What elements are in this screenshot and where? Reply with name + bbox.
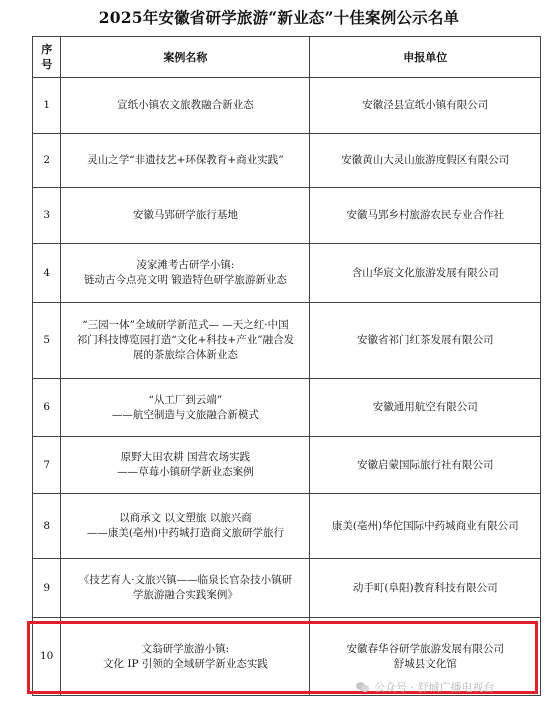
row-number: 9 [33, 559, 61, 618]
case-name: 以商承文 以文塑旅 以旅兴商 ——康美(亳州)中药城打造商文旅研学旅行 [61, 494, 310, 559]
applicant-org: 康美(亳州)华佗国际中药城商业有限公司 [310, 494, 541, 559]
table-row [33, 437, 541, 494]
table-row [33, 303, 541, 379]
row-number: 1 [33, 78, 61, 134]
page-title: 2025年安徽省研学旅游“新业态”十佳案例公示名单 [98, 8, 460, 27]
header-org: 申报单位 [310, 37, 541, 78]
applicant-org: 安徽春华谷研学旅游发展有限公司 舒城县文化馆 [310, 618, 541, 696]
table-row [33, 379, 541, 437]
header-no: 序号 [33, 37, 61, 78]
case-name: 《技艺育人·文旅兴镇——临泉长官杂技小镇研 学旅游融合实践案例》 [61, 559, 310, 618]
table-row [33, 188, 541, 244]
row-number: 2 [33, 134, 61, 188]
applicant-org: 动手町(阜阳)教育科技有限公司 [310, 559, 541, 618]
case-name: 文翁研学旅游小镇: 文化 IP 引领的全域研学新业态实践 [61, 618, 310, 696]
table-header-row [33, 37, 541, 78]
case-name: 凌家滩考古研学小镇: 链动古今点亮文明 锻造特色研学旅游新业态 [61, 244, 310, 303]
header-case: 案例名称 [61, 37, 310, 78]
row-number: 6 [33, 379, 61, 437]
applicant-org: 安徽省祁门红茶发展有限公司 [310, 303, 541, 379]
applicant-org: 安徽通用航空有限公司 [310, 379, 541, 437]
row-number: 8 [33, 494, 61, 559]
applicant-org: 安徽启蒙国际旅行社有限公司 [310, 437, 541, 494]
table-row [33, 494, 541, 559]
row-number: 3 [33, 188, 61, 244]
watermark-text: 公众号 · 舒城广播电视台 [374, 681, 495, 694]
case-name: 宣纸小镇农文旅教融合新业态 [61, 78, 310, 134]
case-table [32, 36, 541, 696]
row-number: 10 [33, 618, 61, 696]
wechat-icon [356, 681, 370, 693]
case-name: “从工厂到云端” ——航空制造与文旅融合新模式 [61, 379, 310, 437]
applicant-org: 含山华宸文化旅游发展有限公司 [310, 244, 541, 303]
watermark [356, 679, 495, 695]
row-number: 4 [33, 244, 61, 303]
applicant-org: 安徽黄山大灵山旅游度假区有限公司 [310, 134, 541, 188]
applicant-org: 安徽马郢乡村旅游农民专业合作社 [310, 188, 541, 244]
case-name: 安徽马郢研学旅行基地 [61, 188, 310, 244]
case-name: 灵山之学“非遗技艺+环保教育+商业实践” [61, 134, 310, 188]
case-name: “三园一体”全域研学新范式— —天之红·中国 祁门科技博览园打造“文化+科技+产业”融合发 展的茶旅综合体新业态 [61, 303, 310, 379]
row-number: 7 [33, 437, 61, 494]
table-row [33, 78, 541, 134]
applicant-org: 安徽泾县宣纸小镇有限公司 [310, 78, 541, 134]
table-row [33, 134, 541, 188]
table-row [33, 244, 541, 303]
table-row [33, 559, 541, 618]
case-name: 原野大田农耕 国营农场实践 ——草莓小镇研学新业态案例 [61, 437, 310, 494]
row-number: 5 [33, 303, 61, 379]
